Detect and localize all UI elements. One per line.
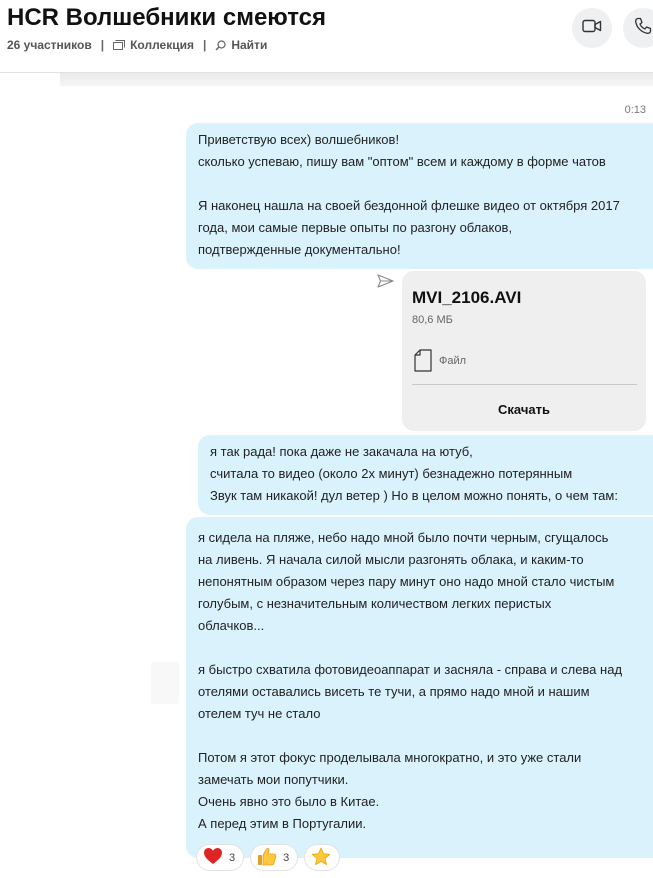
separator: | [100,38,105,52]
avatar-placeholder [151,662,179,704]
download-button[interactable]: Скачать [498,402,550,417]
message-line: года, мои самые первые опыты по разгону облаков, [198,220,513,235]
file-type-label: Файл [439,354,467,367]
divider [412,384,637,385]
participants-link[interactable]: 26 участников [7,38,92,52]
collection-label: Коллекция [130,38,194,52]
message-line: облачков... [198,618,265,633]
message-line: сколько успеваю, пишу вам "оптом" всем и каждому в форме чатов [198,154,606,169]
previous-message-fragment [60,72,653,86]
reaction-count: 3 [229,851,236,864]
message-line: Я наконец нашла на своей бездонной флешке видео от октября 2017 [198,198,620,213]
message-line: Потом я этот фокус проделывала многократно, и это уже стали [198,750,582,765]
reaction-star[interactable] [304,844,340,871]
thumbs-up-icon [257,847,277,869]
message-line: отелем туч не стало [198,706,321,721]
reaction-thumbs-up[interactable] [250,844,298,871]
message-line: Очень явно это было в Китае. [198,794,380,809]
message-line: А перед этим в Португалии. [198,816,367,831]
reactions-row [196,844,340,871]
phone-icon [634,17,652,40]
message-line: замечать мои попутчики. [198,772,349,787]
message-line: подтвержденные документально! [198,242,401,257]
file-type-row [414,349,466,372]
message-line [198,725,653,747]
file-attachment-card[interactable] [402,271,646,431]
message-bubble[interactable] [186,517,653,858]
message-line [198,173,653,195]
reaction-heart[interactable] [196,844,244,871]
message-line: я сидела на пляже, небо надо мной было почти черным, сгущалось [198,530,609,545]
search-link[interactable] [215,38,267,52]
video-camera-icon [582,19,602,38]
message-timestamp: 0:13 [624,104,646,116]
forward-arrow-icon [377,275,394,292]
gallery-icon [113,40,125,50]
forward-button[interactable] [377,274,394,293]
voice-call-button[interactable] [623,8,653,48]
message-bubble[interactable] [198,435,653,515]
message-line: Приветствую всех) волшебников! [198,132,400,147]
chat-header [0,0,653,73]
collection-link[interactable] [113,38,194,52]
file-size: 80,6 МБ [412,314,453,326]
chat-title: HCR Волшебники смеются [7,4,326,31]
message-line: голубым, с незначительным количеством легких перистых [198,596,552,611]
message-line: я так рада! пока даже не закачала на ютуб, [210,444,473,459]
message-line: непонятным образом через пару минут оно надо мной стало чистым [198,574,615,589]
file-icon [414,349,432,372]
file-name: MVI_2106.AVI [412,288,522,307]
separator: | [202,38,207,52]
search-label: Найти [231,38,268,52]
message-bubble[interactable] [186,123,653,269]
reaction-count: 3 [283,851,290,864]
message-line: на ливень. Я начала силой мысли разгонять облака, и каким-то [198,552,584,567]
message-line: считала то видео (около 2х минут) безнадежно потерянным [210,466,573,481]
message-line: отелями оставались висеть те тучи, а прямо надо мной и нашим [198,684,590,699]
chat-subtitle-row [7,38,267,52]
star-icon [311,847,331,869]
message-line [198,637,653,659]
message-line: Звук там никакой! дул ветер ) Но в целом можно понять, о чем там: [210,488,618,503]
video-call-button[interactable] [572,8,612,48]
search-icon [215,40,226,51]
heart-icon [203,847,223,868]
message-line: я быстро схватила фотовидеоаппарат и засняла - справа и слева над [198,662,623,677]
